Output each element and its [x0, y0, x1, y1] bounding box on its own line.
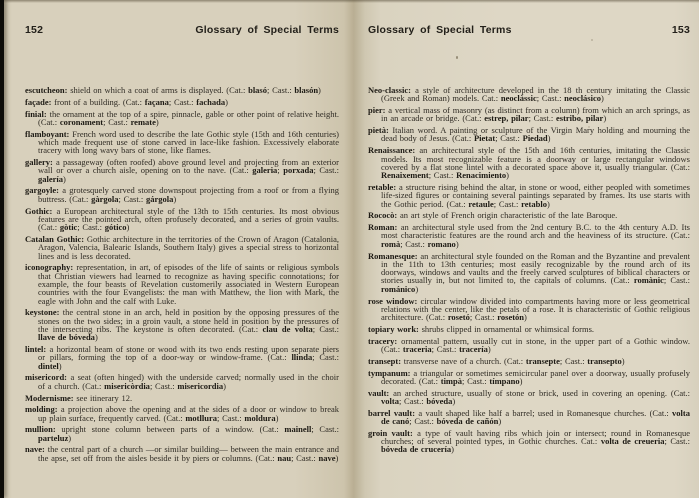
glossary-entry: molding: a projection above the opening and at the sides of a door or window to break up plain surface, frequently carved. (Cat.: motllura; Cast.: moldura) [25, 404, 339, 423]
glossary-entry: Romanesque: an architectural style founded on the Roman and the Byzantine and prevalent in the 11th to 13th centuries; most easily recognizable by the round arch of its doorways, windows and vaults and the freely carved sculptures of biblical characters or stories usually in, but not limited to, the capitals of columns. (Cat.: romànic; Cast.: románico) [368, 250, 690, 294]
entry-term: molding: [25, 404, 58, 415]
entry-term: lintel: [25, 344, 47, 355]
glossary-entry: rose window: circular window divided into compartments having more or less geometrical relations with the center, like the petals of a rose. It is characteristic of Gothic religious architecture. (Cat.: rosetó; Cast.: rosetón) [368, 295, 690, 323]
entry-term: Romanesque: [368, 250, 418, 261]
glossary-entry: façade: front of a building. (Cat.: façana; Cast.: fachada) [25, 96, 228, 107]
paper-speck [591, 39, 593, 41]
entry-term: gargoyle: [25, 185, 59, 196]
glossary-entry: transept: transverse nave of a church. (Cat.: transepte; Cast.: transepto) [368, 355, 625, 366]
entry-term: nave: [25, 444, 45, 455]
glossary-entry: Rococò: an art style of French origin characteristic of the late Baroque. [368, 210, 618, 221]
glossary-entry: keystone: the central stone in an arch, held in position by the opposing pressures of the stones on the two sides; in a groin vault, a stone held in position by the pressures of the intersecting ribs. The keystone is often decorated. (Cat.: clau de volta; Cast.: llave de bóveda) [25, 307, 339, 343]
entry-term: pier: [368, 105, 386, 116]
entry-term: rose window: [368, 295, 418, 306]
entry-term: tympanum: [368, 367, 411, 378]
entry-term: Rococò: [368, 210, 398, 221]
entry-term: vault: [368, 387, 390, 398]
entry-term: mullion: [25, 424, 56, 435]
entry-term: Catalan Gothic: [25, 233, 85, 244]
entry-term: flamboyant: [25, 128, 70, 139]
entry-term: escutcheon: [25, 85, 68, 95]
glossary-entry: Modernisme: see itinerary 12. [25, 392, 133, 403]
glossary-entry: Gothic: a European architectural style of the 13th to 15th centuries. Its most obvious features are the pointed arch, often profusely decorated, and a series of groin vaults. (Cat.: gòtic; Cast.: gótico) [25, 205, 339, 233]
entry-term: façade: [25, 96, 52, 107]
entry-term: retable: [368, 181, 397, 192]
running-header: Glossary of Special Terms [368, 24, 512, 36]
glossary-entry: finial: the ornament at the top of a spire, pinnacle, gable or other point of relative height. (Cat.: coronament; Cast.: remate) [25, 108, 339, 127]
glossary-entry: lintel: a horizontal beam of stone or wood with its two ends resting upon separate piers or pillars, forming the top of a door-way or window-frame. (Cat.: llinda; Cast.: dintel) [25, 344, 339, 371]
glossary-entry: Roman: an architectural style used from the 2nd century B.C. to the 4th century A.D. Its most characteristic features are the round arch and the heaviness of its structure. (Cat.: romà; Cast.: romano) [368, 222, 690, 249]
glossary-entry: retable: a structure rising behind the altar, in stone or wood, either peopled with sometimes life-sized figures or containing several paintings separated by frames. Its use starts with the Gothic period. (Cat.: retaule; Cast.: retablo) [368, 181, 690, 209]
glossary-entries-left [25, 86, 339, 466]
glossary-entry: Neo-classic: a style of architecture developed in the 18 th century imitating the Classic (Greek and Roman) models. Cat.: neoclàssic; Cast.: neoclásico) [368, 85, 691, 104]
entry-term: misericord: [25, 372, 68, 383]
entry-term: pietà: [368, 125, 389, 136]
glossary-entry: topiary work: shrubs clipped in ornamental or whimsical forms. [368, 323, 595, 334]
glossary-entry: Catalan Gothic: Gothic architecture in the territories of the Crown of Aragon (Catalonia, Aragon, Valencia, Balearic Islands, Southern Italy) gives a special stress to horizontal lines and is less decorated. [25, 233, 340, 261]
glossary-entry: tympanum: a triangular or sometimes semicircular panel over a doorway, usually profusely decorated. (Cat.: timpà; Cast.: tímpano) [368, 367, 690, 386]
scan-top-edge-shadow [0, 0, 699, 3]
page-header-right [368, 24, 690, 36]
glossary-entries-right [368, 86, 690, 457]
entry-term: topiary work: [368, 323, 419, 334]
page-header-left [25, 24, 339, 36]
glossary-entry: gallery: a passageway (often roofed) above ground level and projecting from an exterior wall or over a church aisle, opening on to the nave. (Cat.: galeria; porxada; Cast.: galería) [25, 157, 339, 184]
scan-left-edge [0, 0, 4, 498]
running-header: Glossary of Special Terms [195, 24, 339, 36]
entry-term: Renaissance: [368, 145, 416, 156]
page-number: 152 [25, 24, 44, 36]
entry-term: keystone: [25, 307, 60, 318]
glossary-entry: nave: the central part of a church —or similar building— between the main entrance and the apse, set off from the aisles beside it by piers or columns. (Cat.: nau; Cast.: nave) [25, 444, 339, 463]
glossary-entry: tracery: ornamental pattern, usually cut in stone, in the upper part of a Gothic window. (Cat.: traceria; Cast.: tracería) [368, 335, 690, 355]
entry-term: transept: [368, 355, 402, 366]
entry-term: gallery: [25, 157, 53, 168]
glossary-entry: pietà: Italian word. A painting or sculpture of the Virgin Mary holding and mourning the dead body of Jesus. (Cat.: Pietat; Cast.: Piedad) [368, 125, 690, 144]
glossary-entry: escutcheon: shield on which a coat of arms is displayed. (Cat.: blasó; Cast.: blasón) [25, 85, 321, 95]
entry-term: finial: [25, 108, 47, 119]
entry-term: iconography: [25, 262, 74, 273]
entry-term: Gothic: [25, 205, 53, 216]
glossary-entry: gargoyle: a grotesquely carved stone downspout projecting from a roof or from a flying buttress. (Cat.: gàrgola; Cast.: gárgola) [25, 185, 339, 204]
entry-term: barrel vault: [368, 407, 416, 418]
glossary-entry: iconography: representation, in art, of episodes of the life of saints or religious symbols that Christian viewers had learned to recognize as having specific connotations; for example, the four beasts of Revelation customerily associated in Western European countries with the four Evangelists: the man with Matthew, the lion with Mark, the eagle with John and the calf with Luke. [25, 262, 339, 306]
entry-term: groin vault: [368, 427, 413, 438]
glossary-entry: flamboyant: French word used to describe the late Gothic style (15th and 16th centuries) which made frequent use of stone carved in lace-like fashion. Excessively elaborate tracery with long wavy bars of stone, like flames. [25, 128, 339, 156]
entry-term: tracery: [368, 335, 398, 346]
glossary-entry: Renaissance: an architectural style of the 15th and 16th centuries, imitating the Classic models. Its most recognizable feature is a doorway or large rectangular windows covered by a flat stone lintel with a decorated space above it, usually triangular. (Cat.: Renaixement; Cast.: Renacimiento) [368, 145, 690, 181]
glossary-entry: groin vault: a type of vault having ribs which join or intersect; round in Romanesque churches; of several pointed types, in Gothic churches. Cat.: volta de creueria; Cast.: bóveda de crucería) [368, 427, 690, 455]
page-number: 153 [671, 24, 690, 36]
paper-speck [456, 56, 458, 59]
glossary-entry: vault: an arched structure, usually of stone or brick, used in covering an opening. (Cat.: volta; Cast.: bóveda) [368, 387, 690, 406]
glossary-entry: misericord: a seat (often hinged) with the underside carved; normally used in the choir of a church. (Cat.: misericòrdia; Cast.: misericordia) [25, 372, 339, 391]
entry-term: Modernisme: [25, 392, 74, 403]
glossary-entry: mullion: upright stone column between parts of a window. (Cat.: mainell; Cast.: parteluz) [25, 424, 339, 443]
entry-term: Roman: [368, 222, 398, 233]
glossary-entry: barrel vault: a vault shaped like half a barrel; used in Romanesque churches. (Cat.: volta de canó; Cast.: bóveda de cañón) [368, 407, 690, 427]
glossary-entry: pier: a vertical mass of masonry (as distinct from a column) from which an arch springs, as in an arcade or bridge. (Cat.: estrep, pilar; Cast.: estribo, pilar) [368, 105, 690, 124]
entry-term: Neo-classic: [368, 85, 411, 95]
